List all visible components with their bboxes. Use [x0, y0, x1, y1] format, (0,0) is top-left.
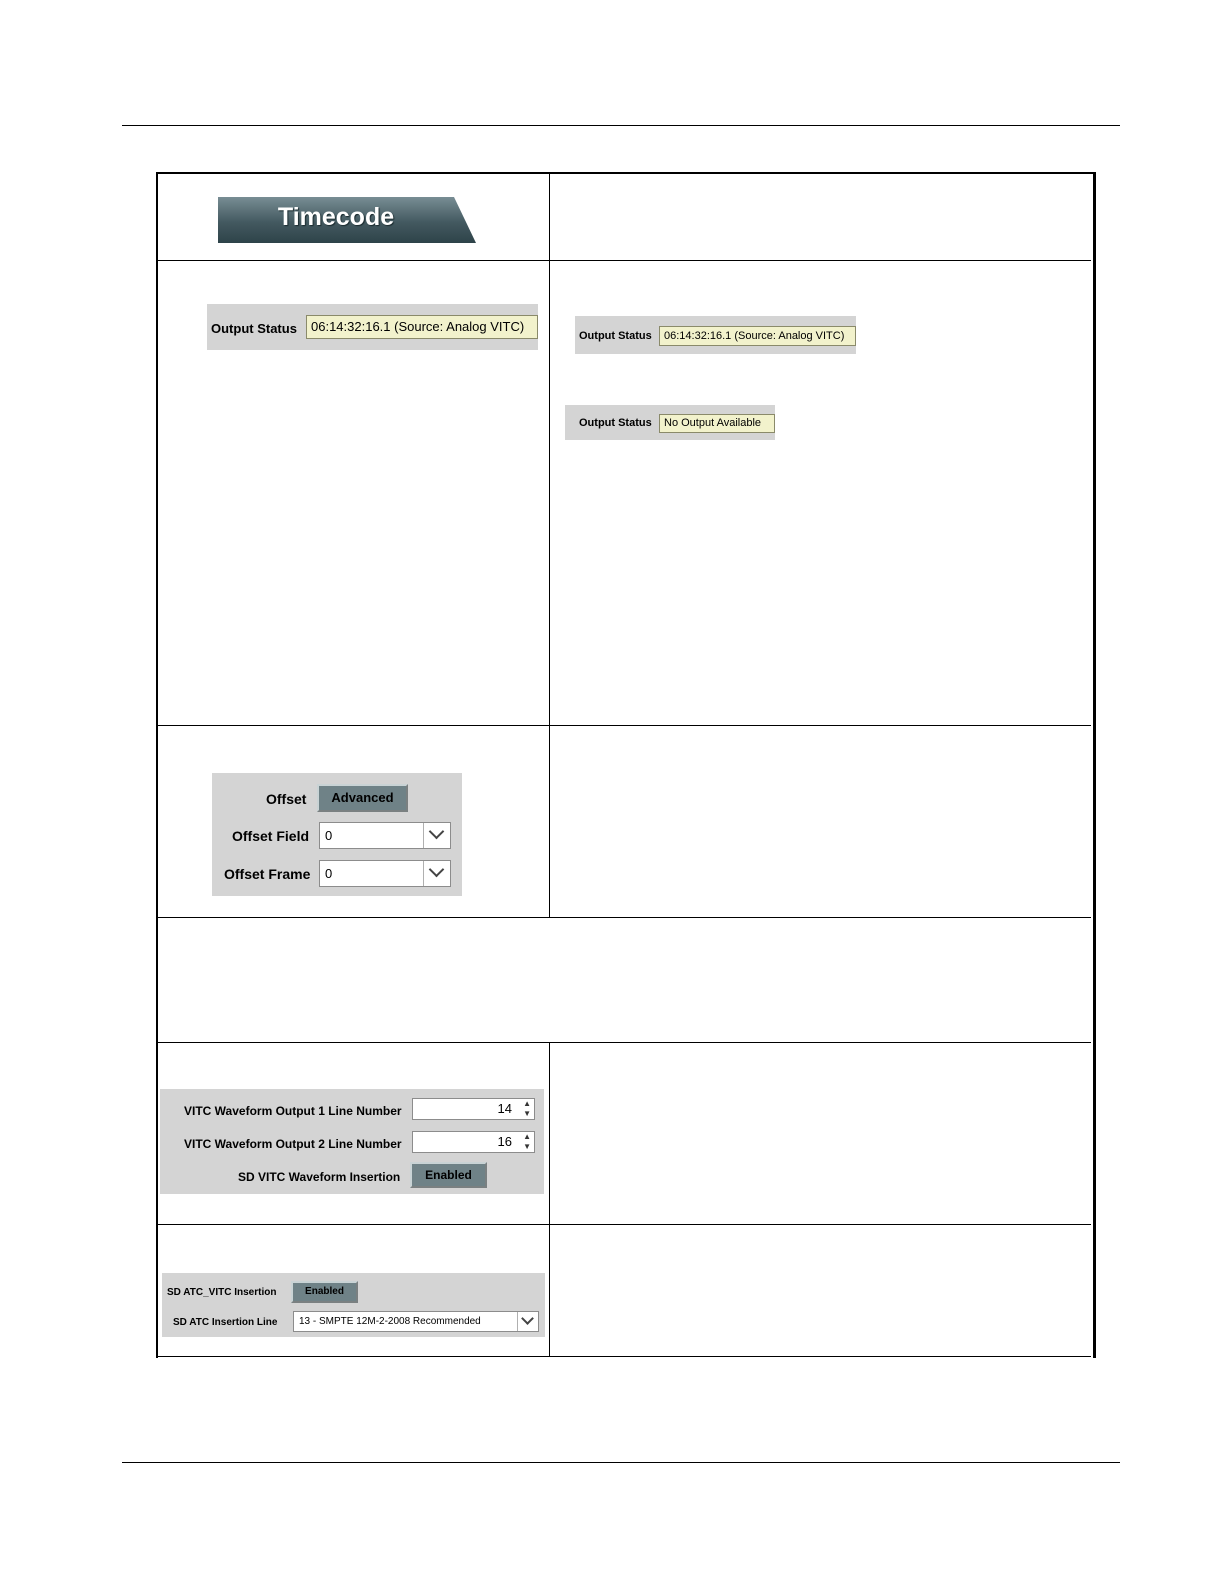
offset-frame-value: 0 [325, 866, 333, 881]
atc-line-select[interactable] [293, 1311, 539, 1332]
row-divider [156, 917, 1091, 918]
atc-insertion-label: SD ATC_VITC Insertion [167, 1287, 277, 1298]
spin-up-icon[interactable]: ▲ [523, 1132, 531, 1141]
vitc-insertion-label: SD VITC Waveform Insertion [238, 1170, 401, 1184]
vitc-insertion-toggle[interactable]: Enabled [410, 1162, 487, 1188]
atc-insertion-panel [162, 1273, 545, 1337]
offset-panel [212, 773, 462, 896]
column-divider [549, 1042, 550, 1356]
offset-label: Offset [266, 791, 307, 807]
spin-down-icon[interactable]: ▼ [523, 1142, 531, 1151]
chevron-down-icon [429, 862, 445, 878]
atc-insertion-toggle[interactable]: Enabled [291, 1281, 358, 1303]
header-rule [122, 125, 1120, 126]
offset-frame-label: Offset Frame [224, 866, 311, 882]
atc-line-label: SD ATC Insertion Line [173, 1317, 278, 1328]
row-divider [156, 1224, 1091, 1225]
offset-field-value: 0 [325, 828, 333, 843]
row-divider [156, 725, 1091, 726]
vitc-line2-label: VITC Waveform Output 2 Line Number [184, 1137, 402, 1151]
offset-advanced-button[interactable]: Advanced [317, 784, 408, 812]
output-status-panel [207, 304, 538, 350]
tab-label: Timecode [277, 203, 395, 231]
vitc-waveform-panel [160, 1089, 544, 1194]
tab-notch [454, 197, 476, 243]
offset-field-label: Offset Field [232, 828, 310, 844]
vitc-line1-spinner[interactable] [412, 1098, 535, 1120]
vitc-line2-value: 16 [497, 1134, 512, 1149]
output-status-field: 06:14:32:16.1 (Source: Analog VITC) [306, 315, 538, 339]
column-divider [549, 173, 550, 918]
chevron-down-icon [429, 824, 445, 840]
output-status-field: 06:14:32:16.1 (Source: Analog VITC) [659, 326, 856, 346]
dropdown-button[interactable] [423, 861, 450, 886]
row-divider [156, 260, 1091, 261]
atc-line-value: 13 - SMPTE 12M-2-2008 Recommended [299, 1316, 481, 1327]
output-status-example-panel [575, 316, 856, 354]
row-divider [156, 1356, 1091, 1357]
spin-down-icon[interactable]: ▼ [523, 1109, 531, 1118]
timecode-tab[interactable] [218, 197, 476, 243]
vitc-line1-value: 14 [497, 1101, 512, 1116]
offset-field-select[interactable] [319, 822, 451, 849]
offset-frame-select[interactable] [319, 860, 451, 887]
vitc-line1-label: VITC Waveform Output 1 Line Number [184, 1104, 402, 1118]
spin-up-icon[interactable]: ▲ [523, 1099, 531, 1108]
output-status-label: Output Status [211, 321, 297, 336]
output-status-label: Output Status [579, 417, 652, 429]
chevron-down-icon [521, 1312, 534, 1325]
row-divider [156, 1042, 1091, 1043]
dropdown-button[interactable] [423, 823, 450, 848]
dropdown-button[interactable] [517, 1312, 538, 1331]
footer-rule [122, 1462, 1120, 1463]
output-status-label: Output Status [579, 330, 652, 342]
output-status-no-output-panel [565, 405, 775, 440]
output-status-field: No Output Available [659, 414, 775, 433]
vitc-line2-spinner[interactable] [412, 1131, 535, 1153]
